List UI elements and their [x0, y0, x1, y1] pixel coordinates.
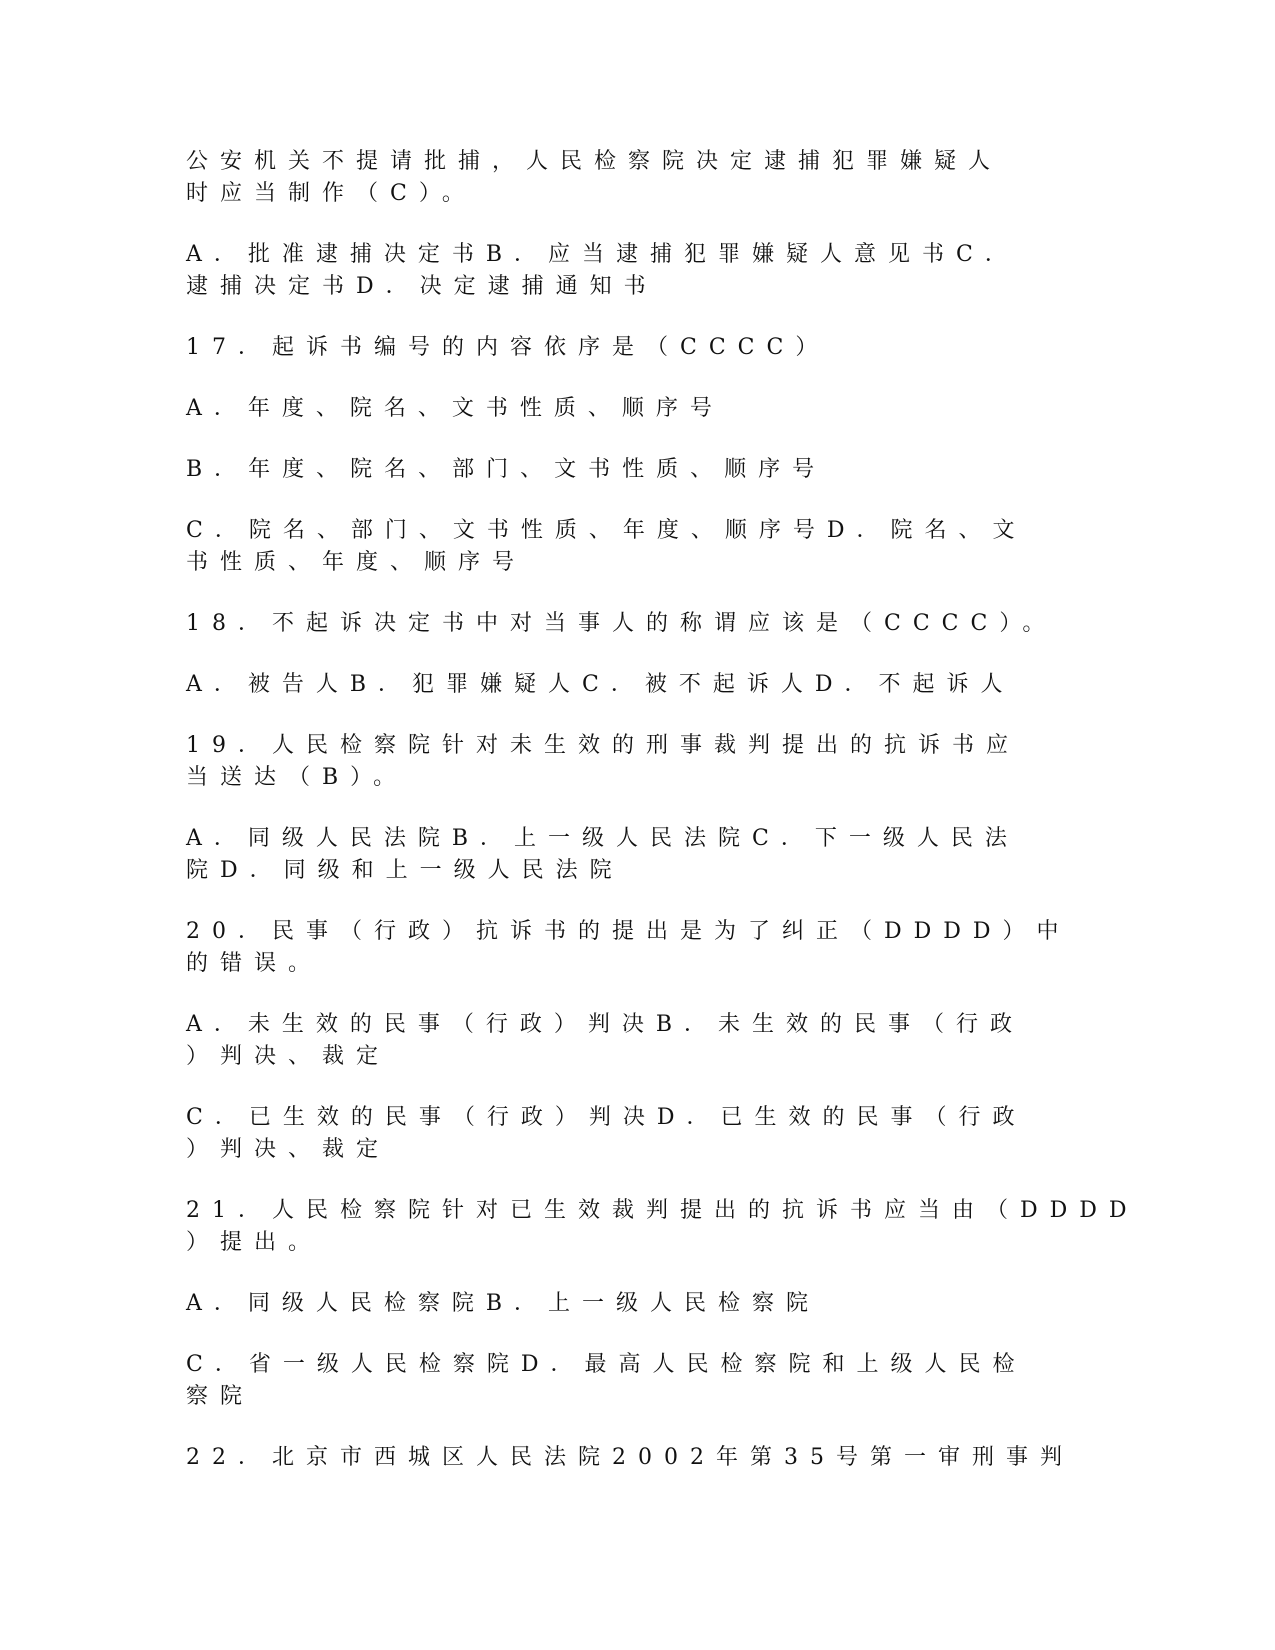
paragraph-question-20-option-cd: C．已生效的民事（行政）判决D．已生效的民事（行政 ）判决、裁定 — [186, 1105, 1027, 1162]
paragraph-question-22-stem: 22．北京市西城区人民法院2002年第35号第一审刑事判 — [186, 1445, 1074, 1470]
paragraph-question-21-option-cd: C．省一级人民检察院D．最高人民检察院和上级人民检 察院 — [186, 1352, 1027, 1409]
paragraph-question-16-stem: 公安机关不提请批捕，人民检察院决定逮捕犯罪嫌疑人 时应当制作（C）。 — [186, 149, 1003, 206]
paragraph-question-19-options: A．同级人民法院B．上一级人民法院C．下一级人民法 院D．同级和上一级人民法院 — [186, 826, 1019, 883]
paragraph-question-21-stem: 21．人民检察院针对已生效裁判提出的抗诉书应当由（DDDD ）提出。 — [186, 1198, 1139, 1255]
paragraph-question-17-option-b: B．年度、院名、部门、文书性质、顺序号 — [186, 457, 827, 482]
paragraph-question-20-stem: 20．民事（行政）抗诉书的提出是为了纠正（DDDD）中 的错误。 — [186, 919, 1071, 976]
paragraph-question-19-stem: 19．人民检察院针对未生效的刑事裁判提出的抗诉书应 当送达（B）。 — [186, 733, 1020, 790]
paragraph-question-17-stem: 17．起诉书编号的内容依序是（CCCC） — [186, 335, 830, 360]
paragraph-question-17-option-cd: C．院名、部门、文书性质、年度、顺序号D．院名、文 书性质、年度、顺序号 — [186, 518, 1027, 575]
paragraph-question-18-options: A．被告人B．犯罪嫌疑人C．被不起诉人D．不起诉人 — [186, 672, 1015, 697]
paragraph-question-21-option-ab: A．同级人民检察院B．上一级人民检察院 — [186, 1291, 821, 1316]
paragraph-question-16-options: A．批准逮捕决定书B．应当逮捕犯罪嫌疑人意见书C． 逮捕决定书D．决定逮捕通知书 — [186, 242, 1019, 299]
document-body — [186, 146, 1176, 1503]
paragraph-question-20-option-ab: A．未生效的民事（行政）判决B．未生效的民事（行政 ）判决、裁定 — [186, 1012, 1025, 1069]
paragraph-question-18-stem: 18．不起诉决定书中对当事人的称谓应该是（CCCC）。 — [186, 611, 1057, 636]
paragraph-question-17-option-a: A．年度、院名、文书性质、顺序号 — [186, 396, 724, 421]
